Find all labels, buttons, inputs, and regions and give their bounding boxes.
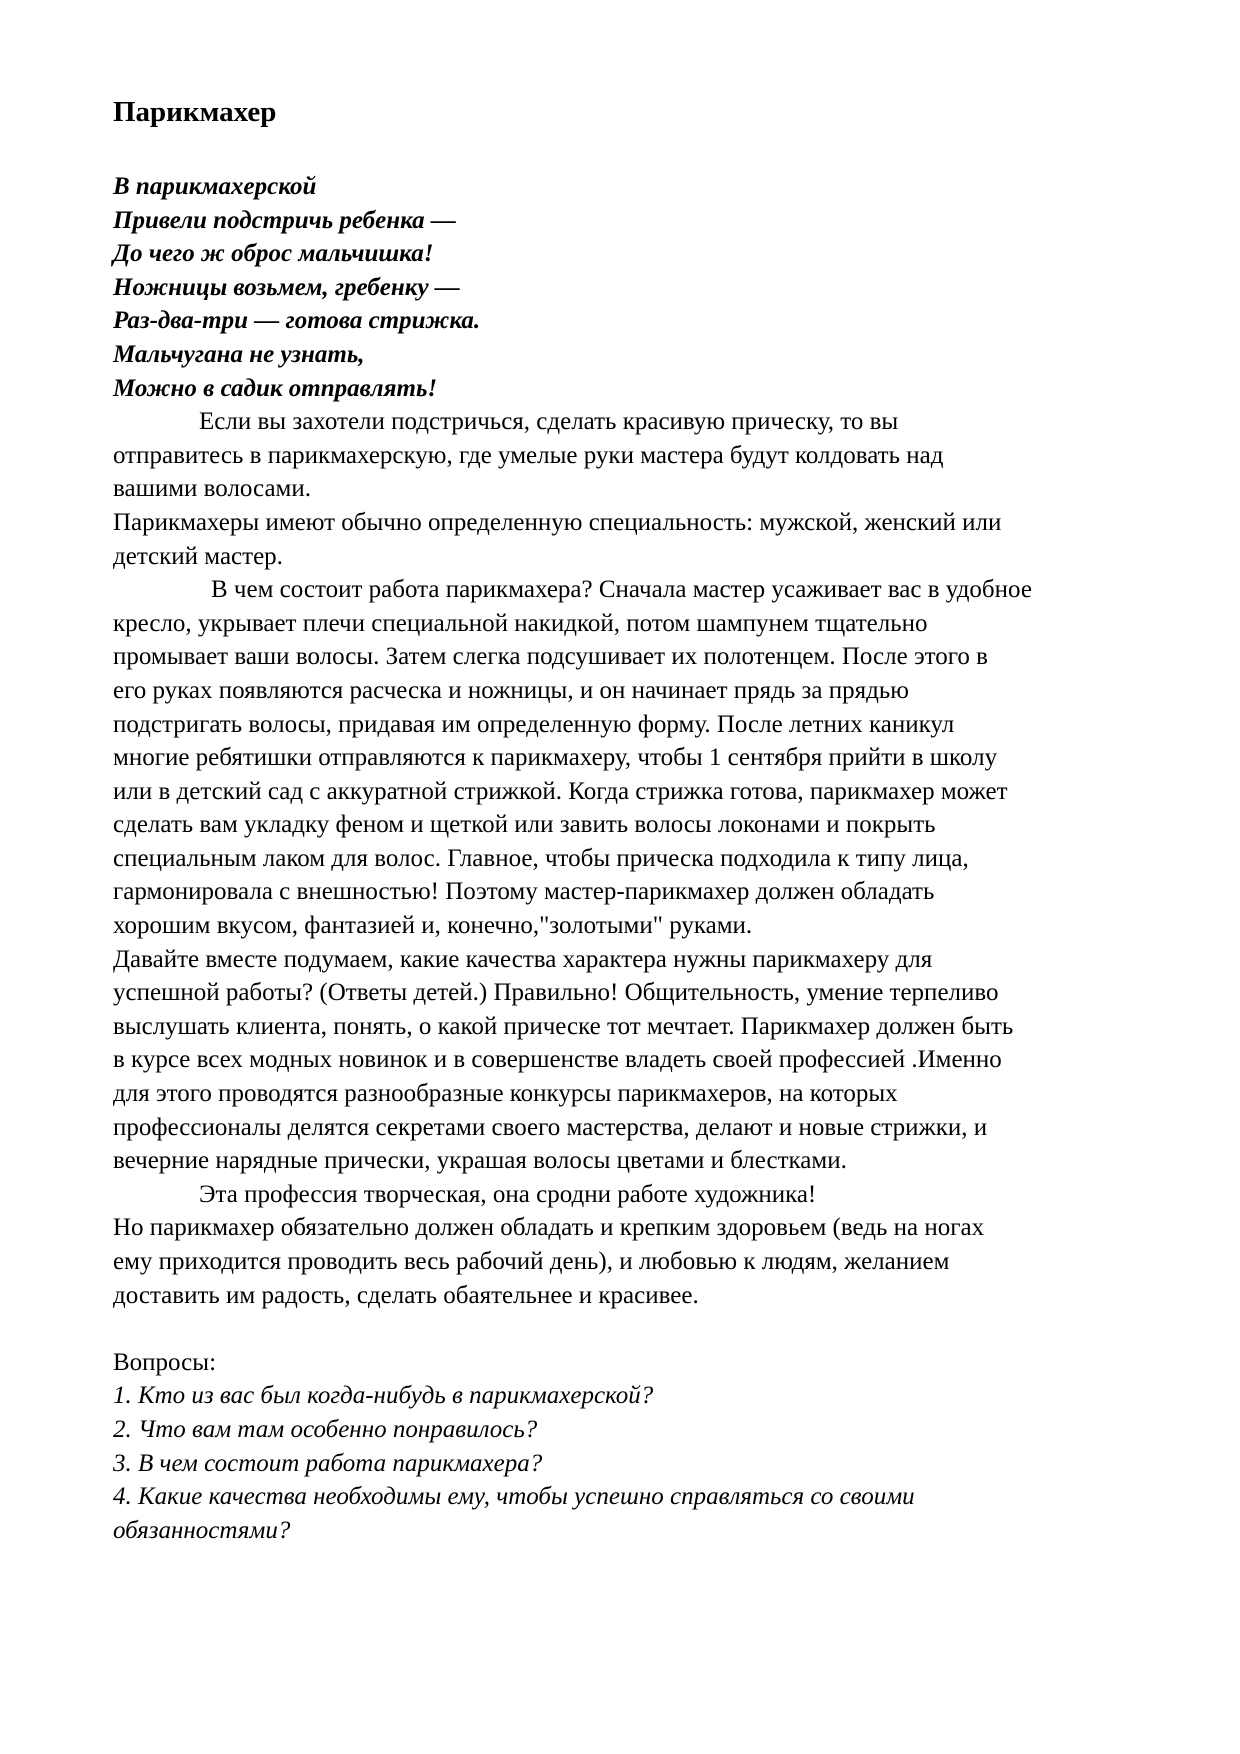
poem-line: Мальчугана не узнать, xyxy=(113,340,365,368)
paragraph-line: многие ребятишки отправляются к парикмахеру, чтобы 1 сентября прийти в школу xyxy=(113,744,998,772)
paragraph-specialties xyxy=(113,506,1188,573)
paragraph-line: детский мастер. xyxy=(113,542,283,570)
paragraph-health xyxy=(113,1211,1188,1312)
paragraph-line: Но парикмахер обязательно должен обладать и крепким здоровьем (ведь на ногах xyxy=(113,1214,985,1242)
paragraph-line: или в детский сад с аккуратной стрижкой. Когда стрижка готова, парикмахер может xyxy=(113,777,1008,805)
blank-line xyxy=(113,1312,1188,1346)
question-item: 1. Кто из вас был когда-нибудь в парикмахерской? xyxy=(113,1382,654,1410)
paragraph-creative xyxy=(113,1178,1188,1212)
paragraph-line: хорошим вкусом, фантазией и, конечно,"золотыми" руками. xyxy=(113,912,753,940)
paragraph-line: доставить им радость, сделать обаятельнее и красивее. xyxy=(113,1281,699,1309)
paragraph-line: выслушать клиента, понять, о какой прическе тот мечтает. Парикмахер должен быть xyxy=(113,1012,1014,1040)
paragraph-line: Парикмахеры имеют обычно определенную специальность: мужской, женский или xyxy=(113,508,1002,536)
paragraph-line: гармонировала с внешностью! Поэтому мастер-парикмахер должен обладать xyxy=(113,878,935,906)
paragraph-line: промывает ваши волосы. Затем слегка подсушивает их полотенцем. После этого в xyxy=(113,643,988,671)
article-body xyxy=(113,405,1188,1312)
paragraph-line: отправитесь в парикмахерскую, где умелые руки мастера будут колдовать над xyxy=(113,441,944,469)
paragraph-intro xyxy=(113,405,1188,506)
paragraph-line: вашими волосами. xyxy=(113,475,311,503)
question-item: 4. Какие качества необходимы ему, чтобы успешно справляться со своими xyxy=(113,1483,915,1511)
poem-line: Привели подстричь ребенка — xyxy=(113,206,456,234)
questions-heading: Вопросы: xyxy=(113,1348,217,1376)
paragraph-line: В чем состоит работа парикмахера? Сначала мастер усаживает вас в удобное xyxy=(211,576,1032,604)
questions-section xyxy=(113,1346,1188,1548)
paragraph-line: для этого проводятся разнообразные конкурсы парикмахеров, на которых xyxy=(113,1080,898,1108)
paragraph-line: успешной работы? (Ответы детей.) Правильно! Общительность, умение терпеливо xyxy=(113,979,999,1007)
paragraph-line: Давайте вместе подумаем, какие качества характера нужны парикмахеру для xyxy=(113,945,933,973)
poem-line: Можно в садик отправлять! xyxy=(113,374,438,402)
paragraph-line: в курсе всех модных новинок и в совершенстве владеть своей профессией .Именно xyxy=(113,1046,1002,1074)
poem-line: Раз-два-три — готова стрижка. xyxy=(113,307,481,335)
paragraph-line: специальным лаком для волос. Главное, чтобы прическа подходила к типу лица, xyxy=(113,844,969,872)
paragraph-line: профессионалы делятся секретами своего мастерства, делают и новые стрижки, и xyxy=(113,1113,988,1141)
paragraph-line: сделать вам укладку феном и щеткой или завить волосы локонами и покрыть xyxy=(113,811,936,839)
poem xyxy=(113,170,1188,405)
paragraph-line: вечерние нарядные прически, украшая волосы цветами и блестками. xyxy=(113,1147,847,1175)
poem-line: До чего ж оброс мальчишка! xyxy=(113,240,434,268)
page-title: Парикмахер xyxy=(113,96,277,128)
paragraph-line: подстригать волосы, придавая им определенную форму. После летних каникул xyxy=(113,710,955,738)
paragraph-line: Если вы захотели подстричься, сделать красивую прическу, то вы xyxy=(199,408,899,436)
paragraph-line: ему приходится проводить весь рабочий день), и любовью к людям, желанием xyxy=(113,1248,950,1275)
paragraph-work-description xyxy=(113,573,1188,943)
paragraph-line: Эта профессия творческая, она сродни работе художника! xyxy=(199,1180,817,1208)
document-page xyxy=(113,95,1188,1547)
poem-line: Ножницы возьмем, гребенку — xyxy=(113,273,460,301)
paragraph-line: кресло, укрывает плечи специальной накидкой, потом шампунем тщательно xyxy=(113,609,928,637)
paragraph-line: его руках появляются расческа и ножницы, и он начинает прядь за прядью xyxy=(113,676,909,704)
question-item: 2. Что вам там особенно понравилось? xyxy=(113,1415,538,1443)
poem-line: В парикмахерской xyxy=(113,173,317,200)
paragraph-qualities xyxy=(113,943,1188,1178)
question-item: 3. В чем состоит работа парикмахера? xyxy=(113,1449,543,1477)
question-item: обязанностями? xyxy=(113,1516,291,1544)
